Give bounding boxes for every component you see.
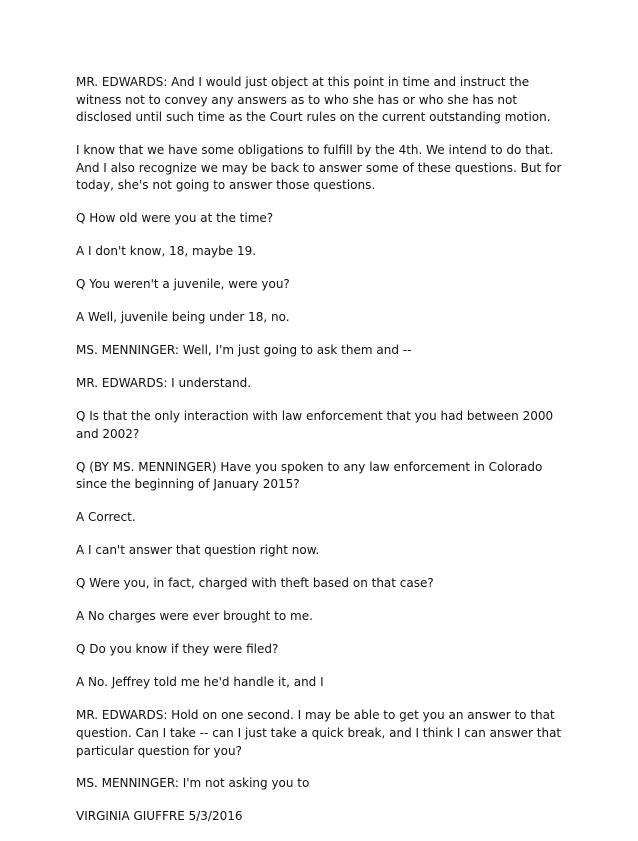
transcript-paragraph: A No. Jeffrey told me he'd handle it, and I: [76, 675, 324, 690]
document-footer: VIRGINIA GIUFFRE 5/3/2016: [76, 809, 243, 824]
transcript-paragraph: Q (BY MS. MENNINGER) Have you spoken to any law enforcement in Colorado since the beginning of January 2015?: [76, 459, 543, 492]
transcript-paragraph: MS. MENNINGER: Well, I'm just going to ask them and --: [76, 343, 412, 358]
transcript-paragraph: MR. EDWARDS: Hold on one second. I may be able to get you an answer to that question. Can I take -- can I just take a quick break, and I think I can answer that particular question for you?: [76, 708, 562, 758]
transcript-paragraph: MS. MENNINGER: I'm not asking you to: [76, 776, 310, 791]
transcript-paragraph: Q Is that the only interaction with law enforcement that you had between 2000 and 2002?: [76, 409, 554, 441]
transcript-paragraph: A Well, juvenile being under 18, no.: [76, 310, 290, 325]
transcript-paragraph: A I can't answer that question right now.: [76, 543, 320, 558]
transcript-paragraph: Q Do you know if they were filed?: [76, 642, 279, 657]
transcript-paragraph: Q Were you, in fact, charged with theft based on that case?: [76, 576, 434, 591]
transcript-paragraph: MR. EDWARDS: I understand.: [76, 376, 252, 391]
transcript-paragraph: Q You weren't a juvenile, were you?: [76, 277, 290, 292]
transcript-paragraph: A Correct.: [76, 510, 136, 525]
transcript-paragraph: I know that we have some obligations to fulfill by the 4th. We intend to do that. And I also recognize we may be back to answer some of these questions. But for today, she's not going to answer those questions.: [76, 143, 562, 193]
transcript-paragraph: MR. EDWARDS: And I would just object at this point in time and instruct the witness not to convey any answers as to who she has or who she has not disclosed until such time as the Court rules on the current outstanding motion.: [76, 75, 551, 125]
transcript-paragraph: A No charges were ever brought to me.: [76, 609, 313, 624]
transcript-page: [76, 74, 576, 841]
transcript-paragraph: A I don't know, 18, maybe 19.: [76, 244, 257, 259]
transcript-paragraph: Q How old were you at the time?: [76, 211, 274, 226]
